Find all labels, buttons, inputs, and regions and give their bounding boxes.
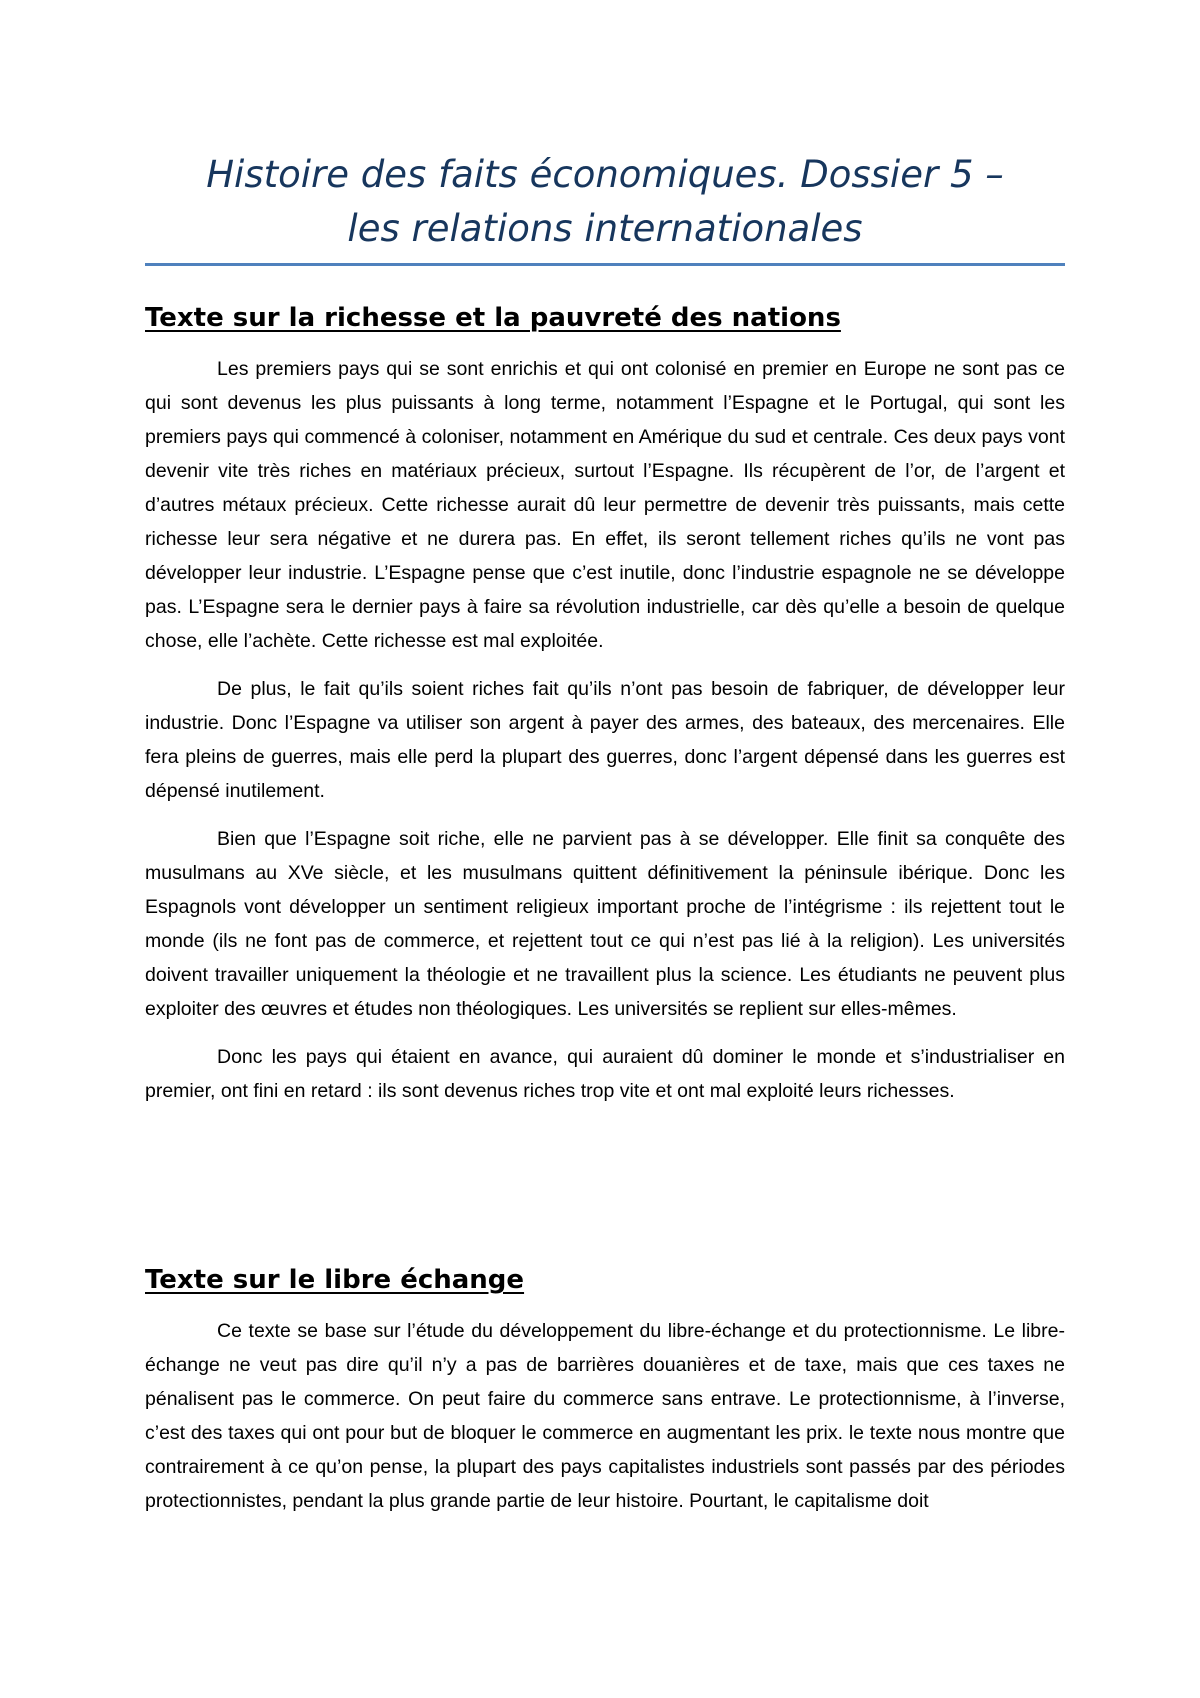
paragraph: Ce texte se base sur l’étude du développement du libre-échange et du protectionnisme. Le libre-échange ne veut pas dire qu’il n’y a pas de barrières douanières et de taxe, mais que ces taxes ne pénalisent pas le commerce. On peut faire du commerce sans entrave. Le protectionnisme, à l’inverse, c’est des taxes qui ont pour but de bloquer le commerce en augmentant les prix. le texte nous montre que contrairement à ce qu’on pense, la plupart des pays capitalistes industriels sont passés par des périodes protectionnistes, pendant la plus grande partie de leur histoire. Pourtant, le capitalisme doit — [145, 1320, 1065, 1512]
paragraph: Bien que l’Espagne soit riche, elle ne parvient pas à se développer. Elle finit sa conquête des musulmans au XVe siècle, et les musulmans quittent définitivement la péninsule ibérique. Donc les Espagnols vont développer un sentiment religieux important proche de l’intégrisme : ils rejettent tout le monde (ils ne font pas de commerce, et rejettent tout ce qui n’est pas lié à la religion). Les universités doivent travailler uniquement la théologie et ne travaillent plus la science. Les étudiants ne peuvent plus exploiter des œuvres et études non théologiques. Les universités se replient sur elles-mêmes. — [145, 828, 1065, 1020]
paragraph: De plus, le fait qu’ils soient riches fait qu’ils n’ont pas besoin de fabriquer, de développer leur industrie. Donc l’Espagne va utiliser son argent à payer des armes, des bateaux, des mercenaires. Elle fera pleins de guerres, mais elle perd la plupart des guerres, donc l’argent dépensé dans les guerres est dépensé inutilement. — [145, 678, 1065, 802]
section-heading: Texte sur le libre échange — [145, 1265, 525, 1295]
document-title-line-1: Histoire des faits économiques. Dossier 5 – — [206, 153, 1004, 196]
section-heading: Texte sur la richesse et la pauvreté des nations — [145, 303, 841, 333]
title-underline-rule — [145, 263, 1065, 266]
section-wealth-poverty — [145, 298, 1065, 1108]
section-free-trade — [145, 1260, 1065, 1518]
document-title — [145, 148, 1065, 256]
paragraph: Les premiers pays qui se sont enrichis et qui ont colonisé en premier en Europe ne sont pas ce qui sont devenus les plus puissants à long terme, notamment l’Espagne et le Portugal, qui sont les premiers pays qui commencé à coloniser, notamment en Amérique du sud et centrale. Ces deux pays vont devenir vite très riches en matériaux précieux, surtout l’Espagne. Ils récupèrent de l’or, de l’argent et d’autres métaux précieux. Cette richesse aurait dû leur permettre de devenir très puissants, mais cette richesse leur sera négative et ne durera pas. En effet, ils seront tellement riches qu’ils ne vont pas développer leur industrie. L’Espagne pense que c’est inutile, donc l’industrie espagnole ne se développe pas. L’Espagne sera le dernier pays à faire sa révolution industrielle, car dès qu’elle a besoin de quelque chose, elle l’achète. Cette richesse est mal exploitée. — [145, 358, 1065, 652]
paragraph: Donc les pays qui étaient en avance, qui auraient dû dominer le monde et s’industrialiser en premier, ont fini en retard : ils sont devenus riches trop vite et ont mal exploité leurs richesses. — [145, 1046, 1065, 1102]
document-title-line-2: les relations internationales — [347, 207, 863, 250]
